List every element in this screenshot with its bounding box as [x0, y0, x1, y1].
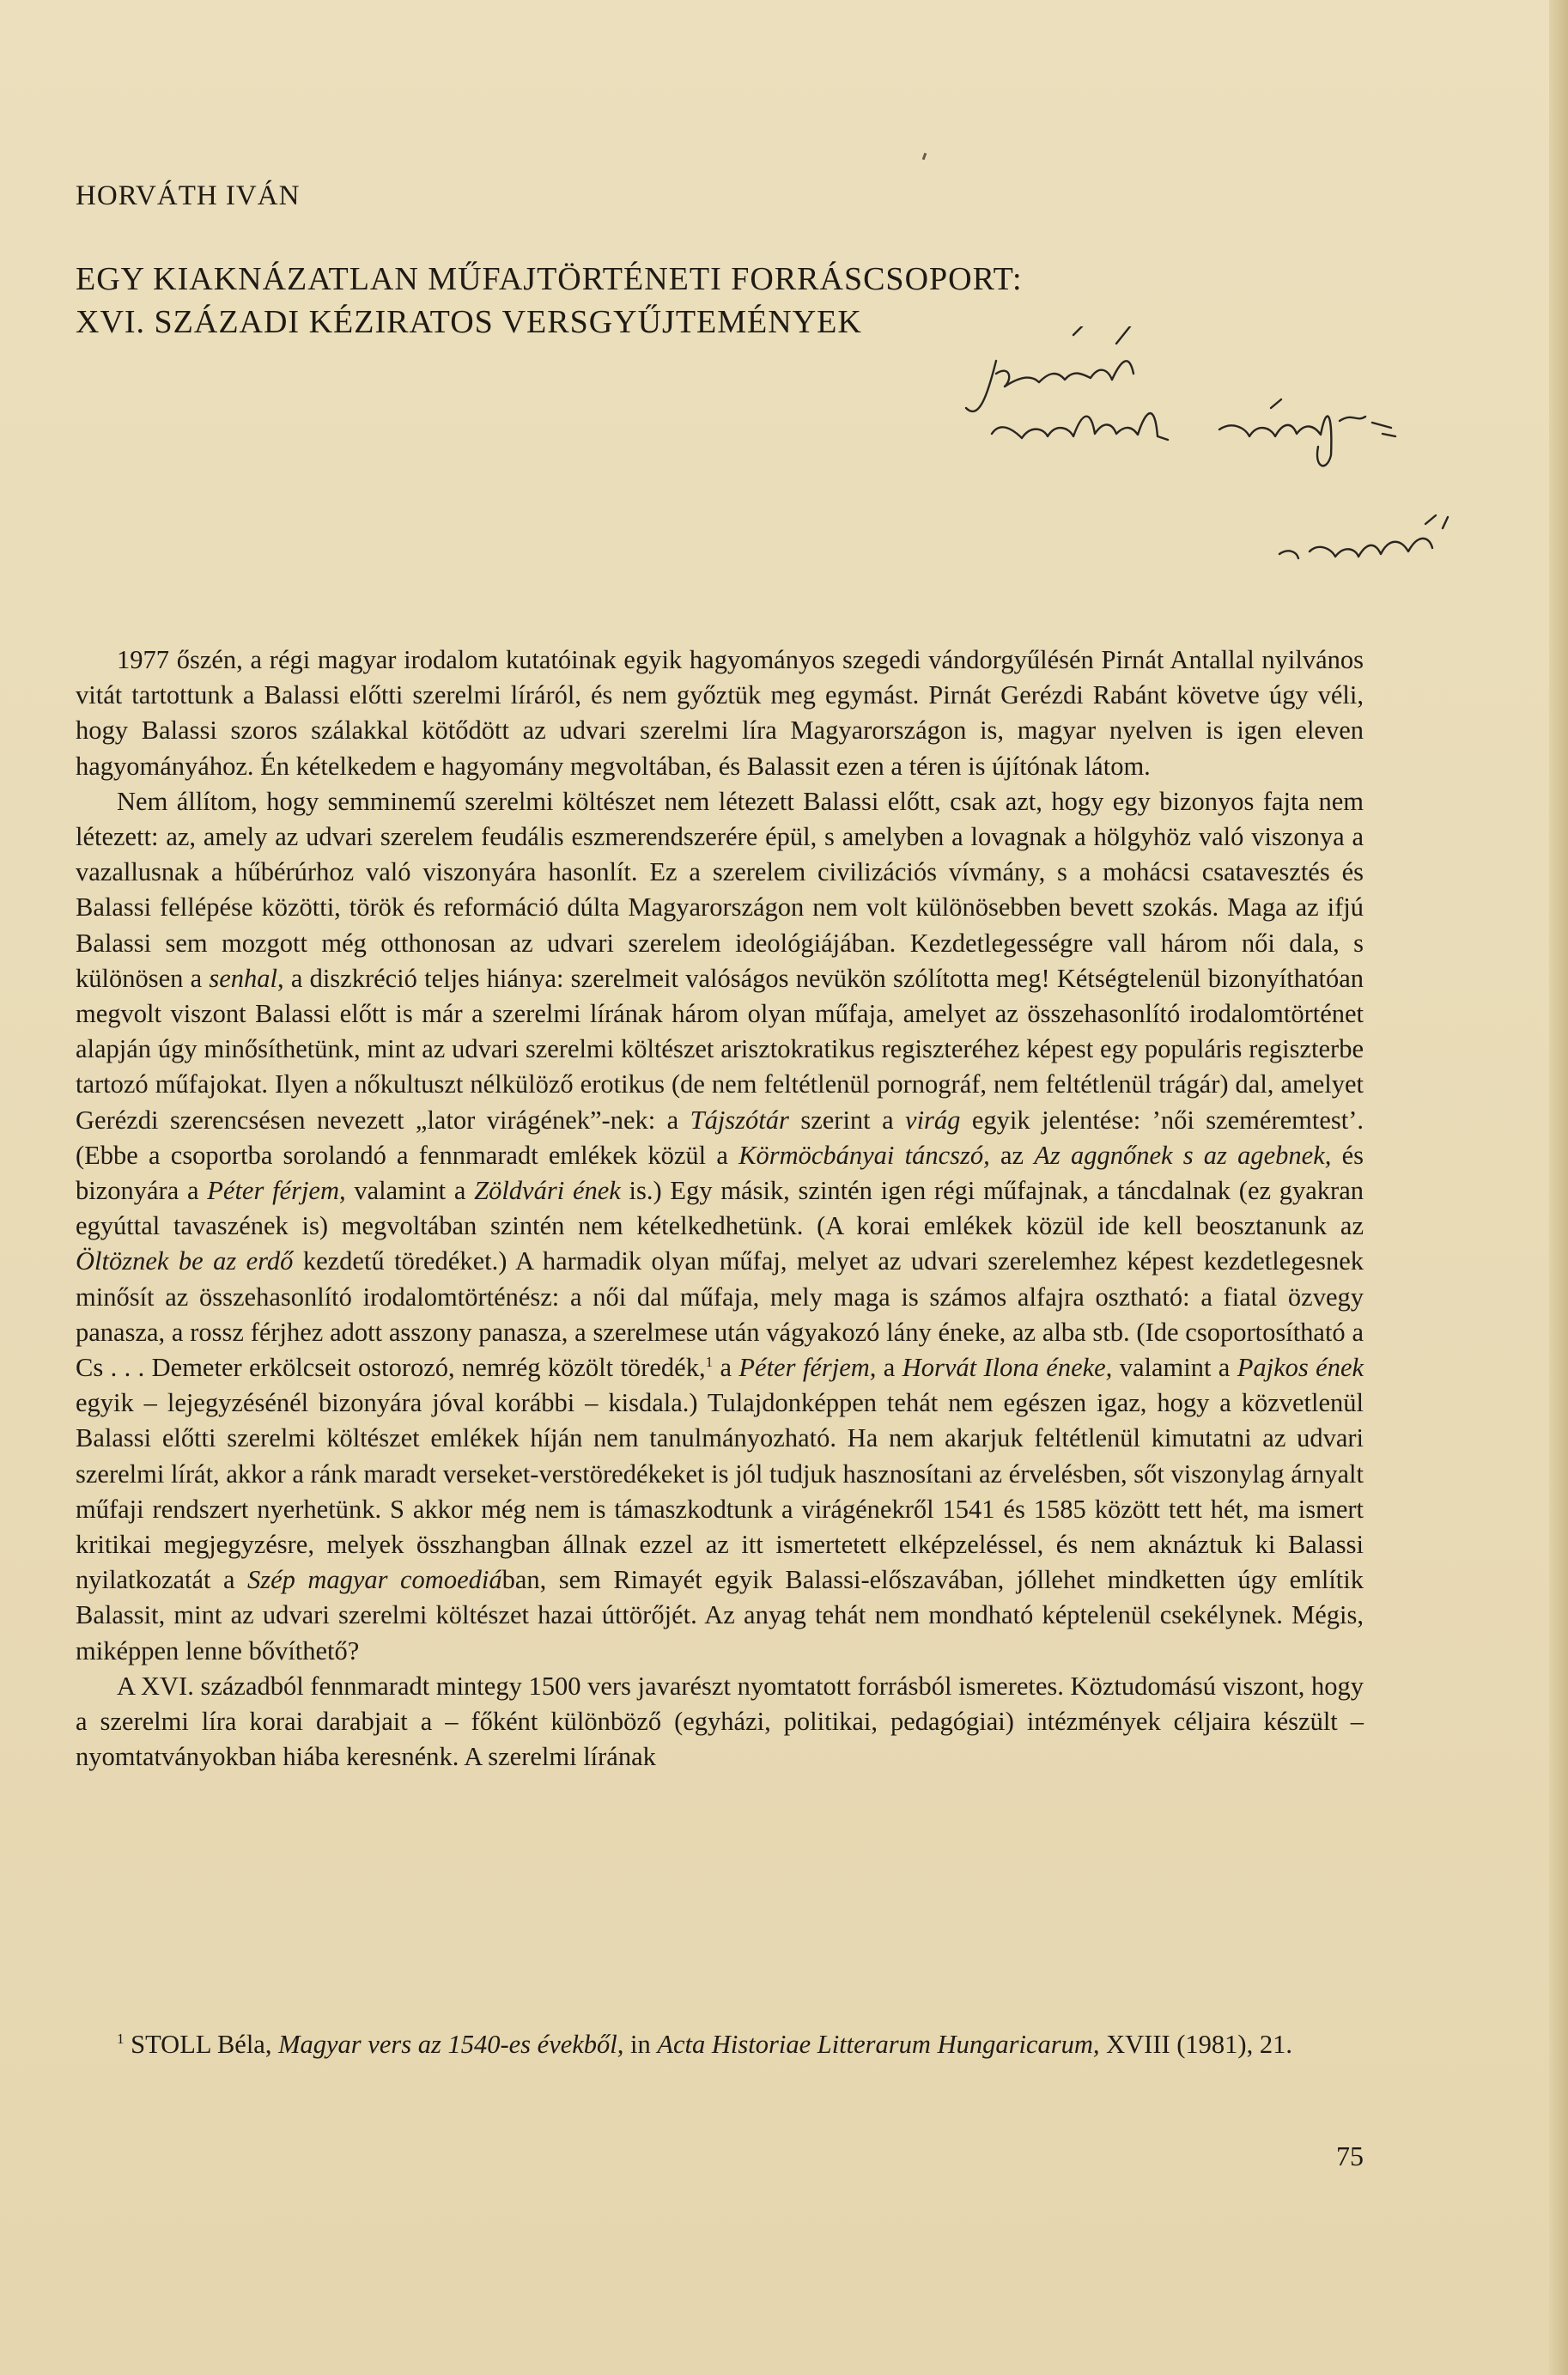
handwritten-dedication: [962, 326, 1511, 601]
title-line-2: XVI. SZÁZADI KÉZIRATOS VERSGYŰJTEMÉNYEK: [76, 304, 862, 340]
article-body: [76, 642, 1364, 1775]
footnote-ref: 1: [705, 1353, 714, 1370]
footnote-marker: 1: [117, 2030, 125, 2047]
ink-speck: [922, 153, 927, 161]
paragraph-3: A XVI. századból fennmaradt mintegy 1500 vers javarészt nyomtatott forrásból ismeretes. Köztudomású viszont, hogy a szerelmi líra korai darabjait a – főként különböző (egyházi, politikai, pedagógiai) intézmények céljaira készült – nyomtatványokban hiába keresnénk. A szerelmi lírának: [76, 1671, 1364, 1772]
title-line-1: EGY KIAKNÁZATLAN MŰFAJTÖRTÉNETI FORRÁSCSOPORT:: [76, 261, 1023, 297]
paragraph-2: Nem állítom, hogy semminemű szerelmi költészet nem létezett Balassi előtt, csak azt, hogy egy bizonyos fajta nem létezett: az, amely az udvari szerelem feudális eszmerendszerére épül, s amelyben a lovagnak a hölgyhöz való viszonya a vazallusnak a hűbérúrhoz való viszonyára hasonlít. Ez a szerelem civilizációs vívmány, s a mohácsi csatavesztés és Balassi fellépése közötti, török és reformáció dúlta Magyarországon nem volt különösebben bevett szokás. Maga az ifjú Balassi sem mozgott még otthonosan az udvari szerelem ideológiájában. Kezdetlegességre vall három női dala, s különösen a senhal, a diszkréció teljes hiánya: szerelmeit valóságos nevükön szólította meg! Kétségtelenül bizonyíthatóan megvolt viszont Balassi előtt is már a szerelmi lírának három olyan műfaja, amelyet az összehasonlító irodalomtörténet alapján úgy minősíthetünk, mint az udvari szerelmi költészet arisztokratikus regiszteréhez képest egy populáris regiszterbe tartozó műfajokat. Ilyen a nőkultuszt nélkülöző erotikus (de nem feltétlenül pornográf, nem feltétlenül trágár) dal, amelyet Gerézdi szerencsésen nevezett „lator virágének”-nek: a Tájszótár szerint a virág egyik jelentése: ’női szeméremtest’. (Ebbe a csoportba sorolandó a fennmaradt emlékek közül a Körmöcbányai táncszó, az Az aggnőnek s az agebnek, és bizonyára a Péter férjem, valamint a Zöldvári ének is.) Egy másik, szintén igen régi műfajnak, a táncdalnak (ez gyakran egyúttal tavaszének is) megvoltában szintén nem kételkedhetünk. (A korai emlékek közül ide kell beosztanunk az Öltöznek be az erdő kezdetű töredéket.) A harmadik olyan műfaj, melyet az udvari szerelemhez képest kezdetlegesnek minősít az összehasonlító irodalomtörténész: a női dal műfaja, mely maga is számos alfajra osztható: a fiatal özvegy panasza, a rossz férjhez adott asszony panasza, a szerelmese után vágyakozó lány éneke, az alba stb. (Ide csoportosítható a Cs . . . Demeter erkölcseit ostorozó, nemrég közölt töredék,$^1$ a Péter férjem, a Horvát Ilona éneke, valamint a Pajkos ének egyik – lejegyzésénél bizonyára jóval korábbi – kisdala.) Tulajdonképpen tehát nem egészen igaz, hogy a közvetlenül Balassi előtti szerelmi költészet emlékek híján nem tanulmányozható. Ha nem akarjuk feltétlenül kimutatni az udvari szerelmi lírát, akkor a ránk maradt verseket-verstöredékeket is jól tudjuk hasznosítani az érvelésben, sőt viszonylag árnyalt műfaji rendszert nyerhetünk. S akkor még nem is támaszkodtunk a virágénekről 1541 és 1585 között tett hét, ma ismert kritikai megjegyzésre, melyek összhangban állnak ezzel az itt ismertetett elképzeléssel, és nem aknáztuk ki Balassi nyilatkozatát a Szép magyar comoediában, sem Rimayét egyik Balassi-előszavában, jóllehet mindketten úgy említik Balassit, mint az udvari szerelmi költészet hazai úttörőjét. Az anyag tehát nem mondható képtelenül csekélynek. Mégis, miképpen lenne bővíthető?: [76, 786, 1364, 1666]
handwriting-drawing: [962, 326, 1511, 601]
footnote: $^1$ STOLL Béla, Magyar vers az 1540-es évekből, in Acta Historiae Litterarum Hungaricarum, XVIII (1981), 21.: [117, 2030, 1292, 2059]
page-edge: [1549, 0, 1568, 2375]
paragraph-1: 1977 őszén, a régi magyar irodalom kutatóinak egyik hagyományos szegedi vándorgyűlésén Pirnát Antallal nyilvános vitát tartottunk a Balassi előtti szerelmi líráról, és nem győztük meg egymást. Pirnát Gerézdi Rabánt követve úgy véli, hogy Balassi szoros szálakkal kötődött az udvari szerelmi líra Magyarországon is, magyar nyelven is igen eleven hagyományához. Én kételkedem e hagyomány megvoltában, és Balassit ezen a téren is újítónak látom.: [76, 645, 1364, 781]
article-title: [76, 258, 1023, 344]
author-name: HORVÁTH IVÁN: [76, 180, 301, 211]
page-number: 75: [1336, 2141, 1364, 2171]
